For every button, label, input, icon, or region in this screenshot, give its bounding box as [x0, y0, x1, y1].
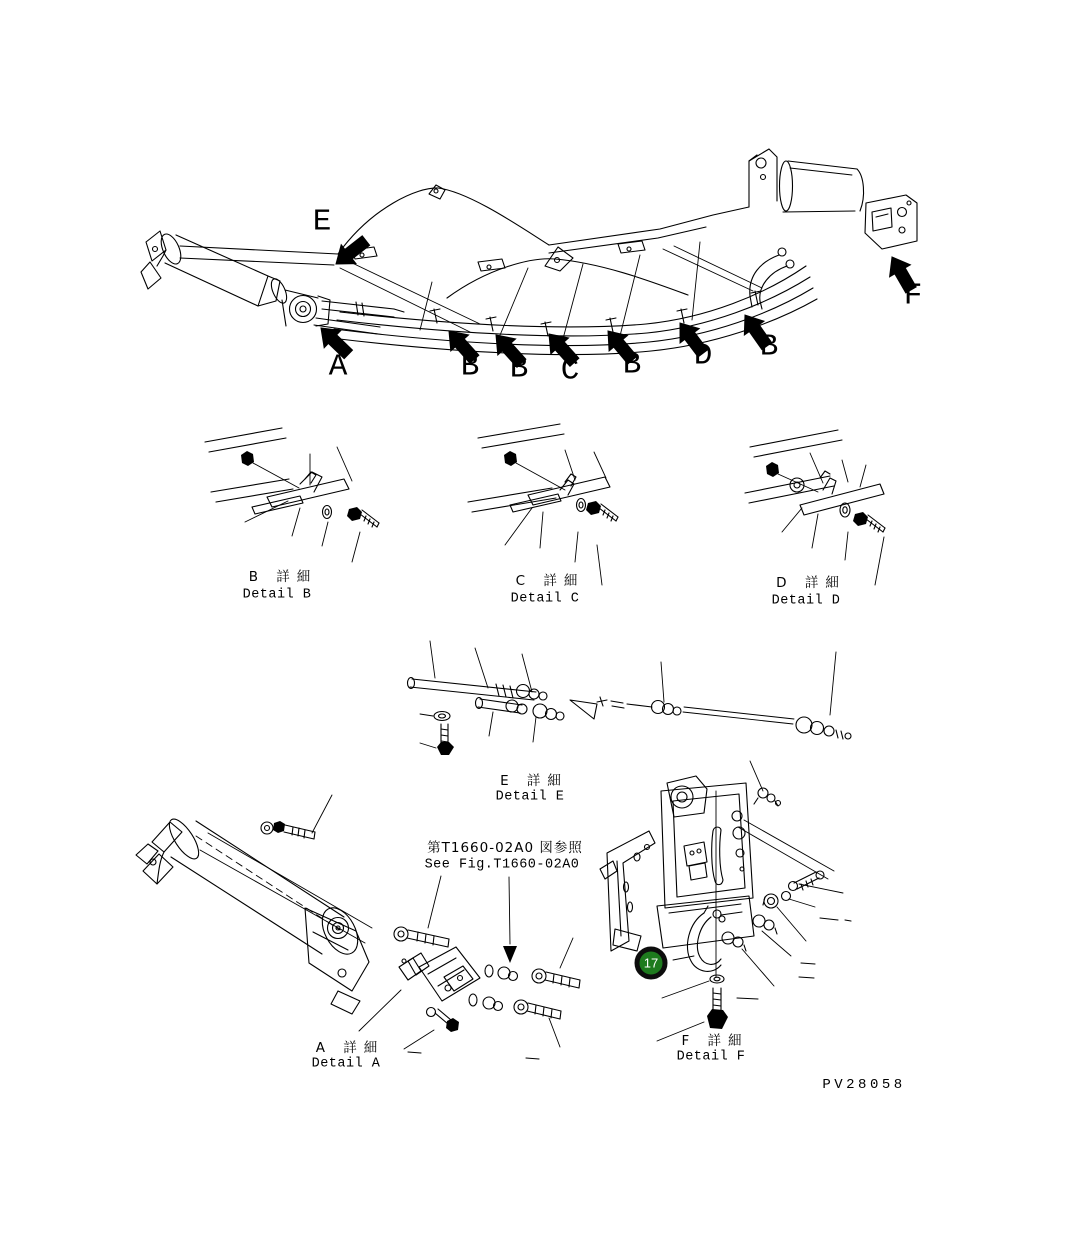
- arrow-label-b3: B: [622, 347, 642, 383]
- detail-c-title-en: Detail C: [510, 591, 580, 607]
- main-assembly-view: [141, 149, 917, 355]
- detail-b-title-jp: B 詳細: [248, 569, 318, 585]
- arrow-label-b4: B: [759, 329, 779, 365]
- detail-d-view: [745, 430, 885, 585]
- detail-a-view: [136, 795, 580, 1059]
- detail-e-title-jp: E 詳細: [500, 773, 568, 789]
- detail-e-title-en: Detail E: [495, 789, 565, 805]
- detail-d-title-jp: D 詳細: [776, 575, 846, 591]
- detail-d-title-en: Detail D: [771, 593, 841, 609]
- detail-c-view: [468, 424, 618, 585]
- arrow-label-c: C: [560, 353, 580, 389]
- detail-f-title-jp: F 詳細: [681, 1033, 749, 1049]
- detail-b-title-en: Detail B: [242, 587, 312, 603]
- callout-arrows: [313, 231, 922, 374]
- detail-a-title-en: Detail A: [311, 1056, 381, 1072]
- detail-f-title-en: Detail F: [676, 1049, 746, 1065]
- reference-note-jp: 第T1660-02A0 図参照: [427, 840, 583, 856]
- arrow-label-b2: B: [509, 351, 529, 387]
- arrow-label-e: E: [312, 204, 332, 240]
- part-callout-number: 17: [643, 955, 659, 971]
- reference-note-en: See Fig.T1660-02A0: [424, 857, 580, 873]
- arrow-label-b1: B: [460, 349, 480, 385]
- drawing-number: PV28058: [822, 1077, 906, 1093]
- arrow-label-d: D: [693, 338, 713, 374]
- detail-b-view: [205, 428, 379, 562]
- detail-e-view: [408, 641, 852, 755]
- detail-c-title-jp: C 詳細: [515, 573, 585, 589]
- arrow-label-f: F: [903, 278, 923, 314]
- detail-f-view: [600, 761, 851, 1041]
- part-callout-badge[interactable]: [635, 947, 668, 980]
- detail-a-title-jp: A 詳細: [315, 1040, 385, 1056]
- arrow-label-a: A: [328, 349, 348, 385]
